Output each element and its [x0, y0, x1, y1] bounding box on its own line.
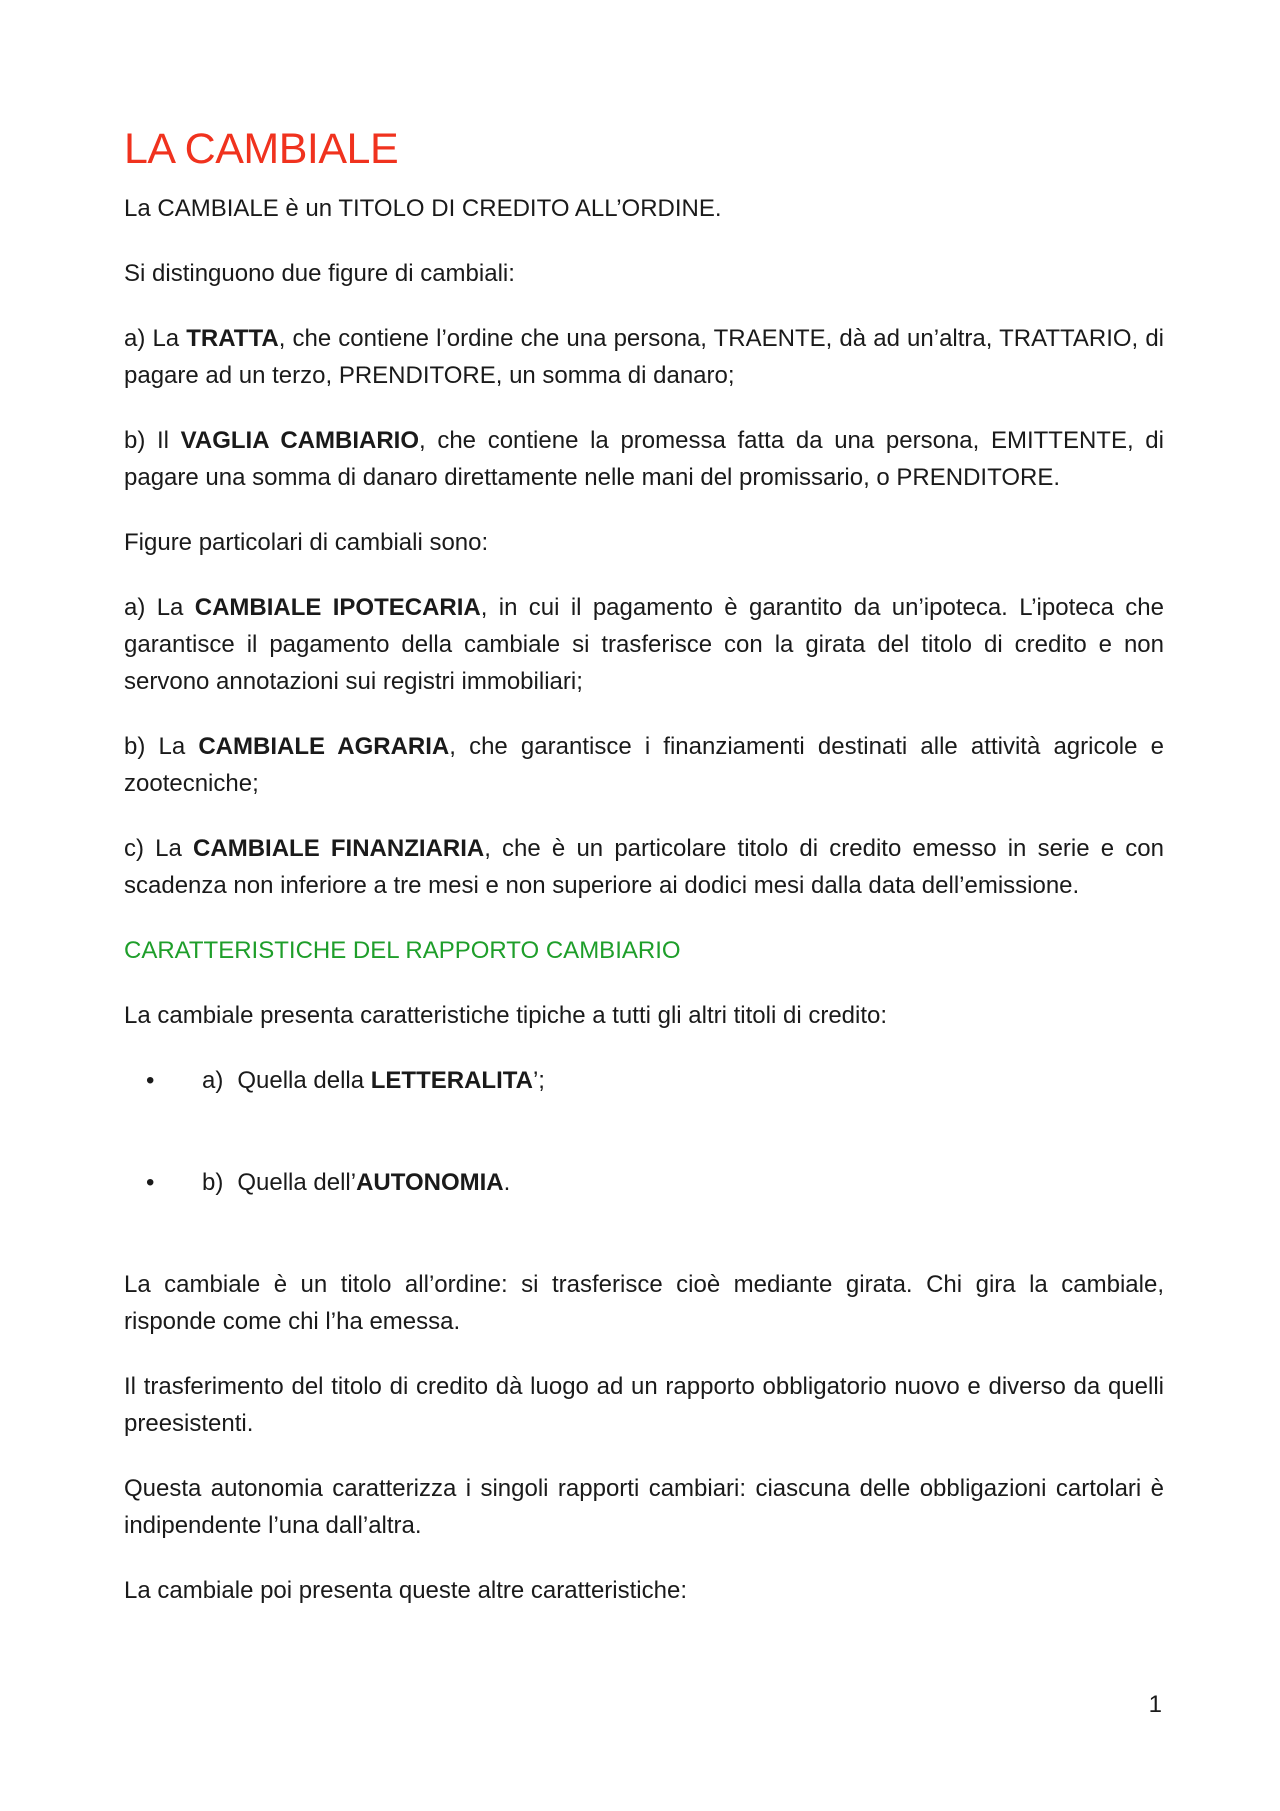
section-heading: CARATTERISTICHE DEL RAPPORTO CAMBIARIO — [124, 937, 681, 964]
paragraph-cambiale-agraria: b) La CAMBIALE AGRARIA, che garantisce i finanziamenti destinati alle attività agricole e zootecniche; — [124, 733, 1164, 797]
list-item-letteralita: • a) Quella della LETTERALITA’; — [124, 1062, 1164, 1099]
paragraph-particular-figures: Figure particolari di cambiali sono: — [124, 529, 489, 556]
paragraph-definition: La CAMBIALE è un TITOLO DI CREDITO ALL’ORDINE. — [124, 195, 722, 222]
bullet-icon: • — [146, 1067, 155, 1094]
term-vaglia-cambiario: VAGLIA CAMBIARIO — [180, 427, 419, 454]
bullet-icon: • — [146, 1169, 155, 1196]
paragraph-autonomia: Questa autonomia caratterizza i singoli rapporti cambiari: ciascuna delle obbligazioni cartolari è indipendente l’una dall’altra. — [124, 1475, 1164, 1539]
page-number: 1 — [1148, 1691, 1162, 1718]
document-title: LA CAMBIALE — [124, 125, 399, 173]
paragraph-other-characteristics: La cambiale poi presenta queste altre caratteristiche: — [124, 1577, 687, 1604]
paragraph-trasferimento: Il trasferimento del titolo di credito dà luogo ad un rapporto obbligatorio nuovo e diverso da quelli preesistenti. — [124, 1373, 1164, 1437]
term-tratta: TRATTA — [186, 325, 279, 352]
paragraph-figures-intro: Si distinguono due figure di cambiali: — [124, 260, 515, 287]
paragraph-tratta: a) La TRATTA, che contiene l’ordine che una persona, TRAENTE, dà ad un’altra, TRATTARIO, di pagare ad un terzo, PRENDITORE, un somma di danaro; — [124, 325, 1165, 389]
paragraph-girata: La cambiale è un titolo all’ordine: si trasferisce cioè mediante girata. Chi gira la cambiale, risponde come chi l’ha emessa. — [124, 1271, 1164, 1335]
characteristics-list — [124, 1062, 1164, 1201]
term-cambiale-finanziaria: CAMBIALE FINANZIARIA — [193, 835, 485, 862]
page-content — [124, 118, 1164, 1637]
paragraph-cambiale-ipotecaria: a) La CAMBIALE IPOTECARIA, in cui il pagamento è garantito da un’ipoteca. L’ipoteca che garantisce il pagamento della cambiale si trasferisce con la girata del titolo di credito e non servono annotazioni sui registri immobiliari; — [124, 594, 1164, 695]
paragraph-cambiale-finanziaria: c) La CAMBIALE FINANZIARIA, che è un particolare titolo di credito emesso in serie e con scadenza non inferiore a tre mesi e non superiore ai dodici mesi dalla data dell’emissione. — [124, 835, 1164, 899]
paragraph-vaglia-cambiario: b) Il VAGLIA CAMBIARIO, che contiene la promessa fatta da una persona, EMITTENTE, di pagare una somma di danaro direttamente nelle mani del promissario, o PRENDITORE. — [124, 427, 1164, 491]
term-cambiale-agraria: CAMBIALE AGRARIA — [198, 733, 450, 760]
paragraph-characteristics-intro: La cambiale presenta caratteristiche tipiche a tutti gli altri titoli di credito: — [124, 1002, 888, 1029]
term-cambiale-ipotecaria: CAMBIALE IPOTECARIA — [194, 594, 481, 621]
list-item-autonomia: • b) Quella dell’AUTONOMIA. — [124, 1164, 1164, 1201]
